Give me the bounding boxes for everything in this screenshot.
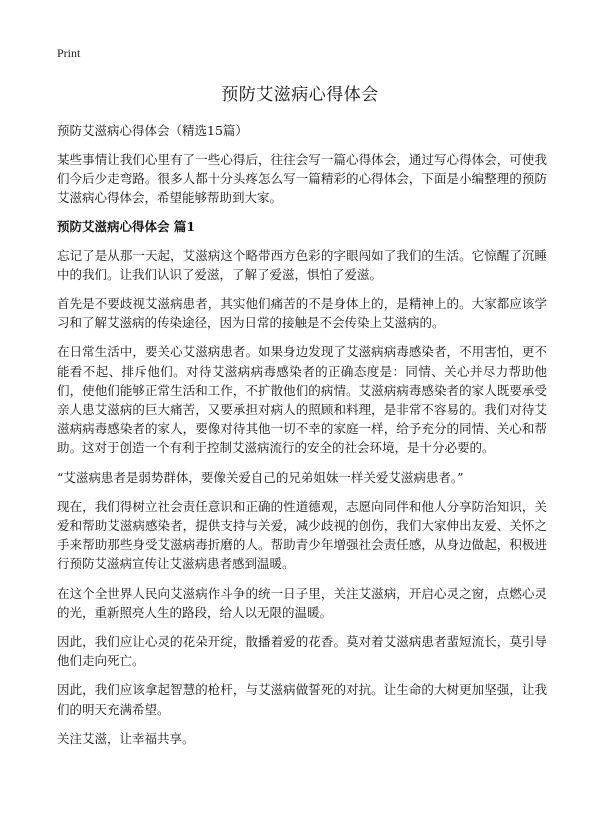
page-title: 预防艾滋病心得体会 xyxy=(221,85,379,105)
body-paragraph-3: 在日常生活中，要关心艾滋病患者。如果身边发现了艾滋病病毒感染者，不用害怕，更不能看不起、排斥他们。对待艾滋病病毒感染者的正确态度是：同情、关心并尽力帮助他们，使他们能够正常生活和工作，不扩散他们的病情。艾滋病病毒感染者的家人既要承受亲人患艾滋病的巨大痛苦，又要承担对病人的照顾和料理，是非常不容易的。我们对待艾滋病病毒感染者的家人，要像对待其他一切不幸的家庭一样，给予充分的同情、关心和帮助。这对于创造一个有利于控制艾滋病流行的安全的社会环境，是十分必要的。 xyxy=(57,344,547,456)
body-paragraph-quote: “艾滋病患者是弱势群体，要像关爱自己的兄弟姐妹一样关爱艾滋病患者。” xyxy=(57,469,464,485)
body-paragraph-2: 首先是不要歧视艾滋病患者，其实他们痛苦的不是身体上的，是精神上的。大家都应该学习和了解艾滋病的传染途径，因为日常的接触是不会传染上艾滋病的。 xyxy=(57,296,547,331)
body-paragraph-5: 现在，我们得树立社会责任意识和正确的性道德观，志愿向同伴和他人分享防治知识，关爱和帮助艾滋病感染者，提供支持与关爱，减少歧视的创伤，我们大家伸出友爱、关怀之手来帮助那些身受艾滋病毒折磨的人。帮助青少年增强社会责任感，从身边做起，积极进行预防艾滋病宣传让艾滋病患者感到温暖。 xyxy=(57,498,547,572)
article-body xyxy=(57,150,547,758)
body-paragraph-7: 因此，我们应让心灵的花朵开绽，散播着爱的花香。莫对着艾滋病患者蜚短流长，莫引导他们走向死亡。 xyxy=(57,634,547,669)
body-paragraph-9: 关注艾滋，让幸福共享。 xyxy=(57,730,195,746)
document-subtitle: 预防艾滋病心得体会（精选15篇） xyxy=(57,123,248,138)
print-label: Print xyxy=(57,46,81,60)
intro-paragraph: 某些事情让我们心里有了一些心得后，往往会写一篇心得体会，通过写心得体会，可使我们今后少走弯路。很多人都十分头疼怎么写一篇精彩的心得体会，下面是小编整理的预防艾滋病心得体会，希望能够帮助到大家。 xyxy=(57,152,547,206)
body-paragraph-8: 因此，我们应该拿起智慧的枪杆，与艾滋病做誓死的对抗。让生命的大树更加坚强，让我们的明天充满希望。 xyxy=(57,682,547,717)
body-paragraph-1: 忘记了是从那一天起，艾滋病这个略带西方色彩的字眼闯如了我们的生活。它惊醒了沉睡中的我们。让我们认识了爱滋，了解了爱滋，惧怕了爱滋。 xyxy=(57,247,547,282)
section-heading: 预防艾滋病心得体会 篇1 xyxy=(57,218,196,234)
body-paragraph-6: 在这个全世界人民向艾滋病作斗争的统一日子里，关注艾滋病，开启心灵之窗，点燃心灵的光，重新照亮人生的路段，给人以无限的温暖。 xyxy=(57,585,547,620)
